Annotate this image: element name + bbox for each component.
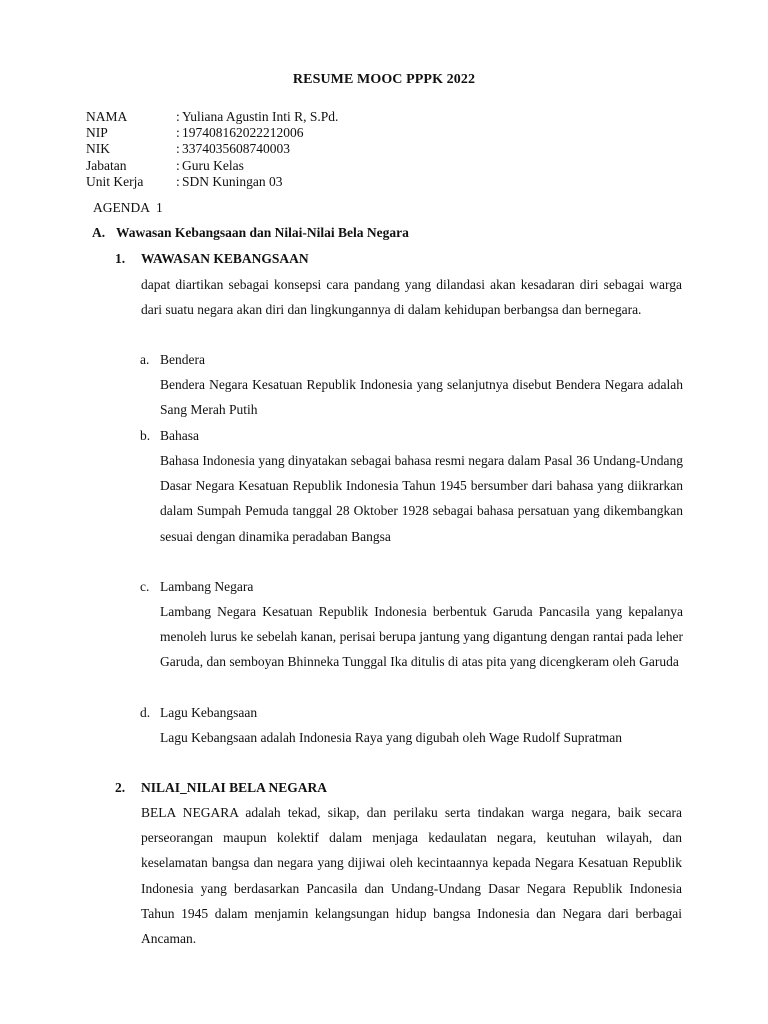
item-heading-wawasan	[115, 250, 309, 268]
document-title: RESUME MOOC PPPK 2022	[292, 72, 476, 87]
identity-value: 197408162022212006	[182, 125, 304, 141]
subitem-paragraph-bahasa: Bahasa Indonesia yang dinyatakan sebagai bahasa resmi negara dalam Pasal 36 Undang-Undang Dasar Negara Kesatuan Republik Indonesia Tahun 1945 bersumber dari bahasa yang diikrarkan dalam Sumpah Pemuda tanggal 28 Oktober 1928 sebagai bahasa persatuan yang dikembangkan sesuai dengan dinamika peradaban Bangsa	[160, 453, 683, 544]
section-number: A.	[92, 225, 106, 240]
identity-label: Unit Kerja	[86, 173, 144, 189]
identity-separator: :	[176, 109, 180, 124]
subitem-letter: c.	[140, 579, 150, 594]
identity-label: NAMA	[86, 109, 128, 124]
subitem-letter: a.	[140, 352, 150, 367]
subitem-heading-bahasa	[140, 427, 199, 445]
identity-label: Jabatan	[86, 157, 127, 173]
subitem-paragraph-lagu-kebangsaan: Lagu Kebangsaan adalah Indonesia Raya yang digubah oleh Wage Rudolf Supratman	[160, 730, 623, 745]
subitem-title: Bahasa	[160, 428, 199, 443]
identity-label: NIK	[86, 141, 110, 157]
identity-separator: :	[176, 157, 180, 173]
subitem-heading-bendera	[140, 351, 205, 369]
identity-row-nip	[86, 125, 486, 141]
subitem-letter: d.	[140, 705, 151, 720]
subitem-title: Lambang Negara	[160, 579, 254, 594]
subitem-paragraph-lambang-negara: Lambang Negara Kesatuan Republik Indonesia berbentuk Garuda Pancasila yang kepalanya menoleh lurus ke sebelah kanan, perisai berupa jantung yang digantung dengan rantai pada leher Garuda, dan semboyan Bhinneka Tunggal Ika ditulis di atas pita yang dicengkeram oleh Garuda	[160, 604, 683, 670]
item-title: WAWASAN KEBANGSAAN	[141, 251, 309, 266]
item-paragraph-bela-negara: BELA NEGARA adalah tekad, sikap, dan perilaku serta tindakan warga negara, baik secara perseorangan maupun kolektif dalam menjaga kedaulatan negara, keutuhan wilayah, dan keselamatan bangsa dan negara yang dijiwai oleh kecintaannya kepada Negara Kesatuan Republik Indonesia yang berdasarkan Pancasila dan Undang-Undang Dasar Negara Republik Indonesia Tahun 1945 dalam menjamin kelangsungan hidup bangsa Indonesia dan Negara dari berbagai Ancaman.	[141, 805, 682, 947]
item-number: 2.	[115, 780, 126, 795]
subitem-heading-lambang-negara	[140, 578, 253, 596]
identity-row-nik	[86, 141, 486, 157]
item-number: 1.	[115, 251, 126, 266]
identity-separator: :	[176, 173, 180, 189]
identity-value: 3374035608740003	[182, 141, 290, 157]
identity-row-unit-kerja	[86, 174, 486, 190]
agenda-label: AGENDA 1	[93, 200, 163, 215]
section-heading	[92, 224, 409, 242]
identity-row-jabatan	[86, 158, 486, 174]
subitem-letter: b.	[140, 428, 151, 443]
subitem-title: Bendera	[160, 352, 205, 367]
subitem-paragraph-bendera: Bendera Negara Kesatuan Republik Indonesia yang selanjutnya disebut Bendera Negara adalah Sang Merah Putih	[160, 377, 683, 418]
identity-separator: :	[176, 141, 180, 157]
item-title: NILAI_NILAI BELA NEGARA	[141, 780, 328, 795]
identity-table	[86, 109, 486, 190]
subitem-title: Lagu Kebangsaan	[160, 705, 258, 720]
identity-value: Yuliana Agustin Inti R, S.Pd.	[182, 109, 339, 124]
identity-separator: :	[176, 125, 180, 141]
section-title: Wawasan Kebangsaan dan Nilai-Nilai Bela Negara	[116, 225, 409, 240]
identity-row-nama	[86, 109, 486, 125]
identity-value: Guru Kelas	[182, 157, 244, 173]
item-paragraph-wawasan: dapat diartikan sebagai konsepsi cara pandang yang dilandasi akan kesadaran diri sebagai warga dari suatu negara akan diri dan lingkungannya di dalam kehidupan berbangsa dan bernegara.	[141, 277, 682, 318]
item-heading-nilai-bela-negara	[115, 779, 327, 797]
subitem-heading-lagu-kebangsaan	[140, 704, 257, 722]
identity-value: SDN Kuningan 03	[182, 173, 283, 189]
identity-label: NIP	[86, 125, 108, 141]
